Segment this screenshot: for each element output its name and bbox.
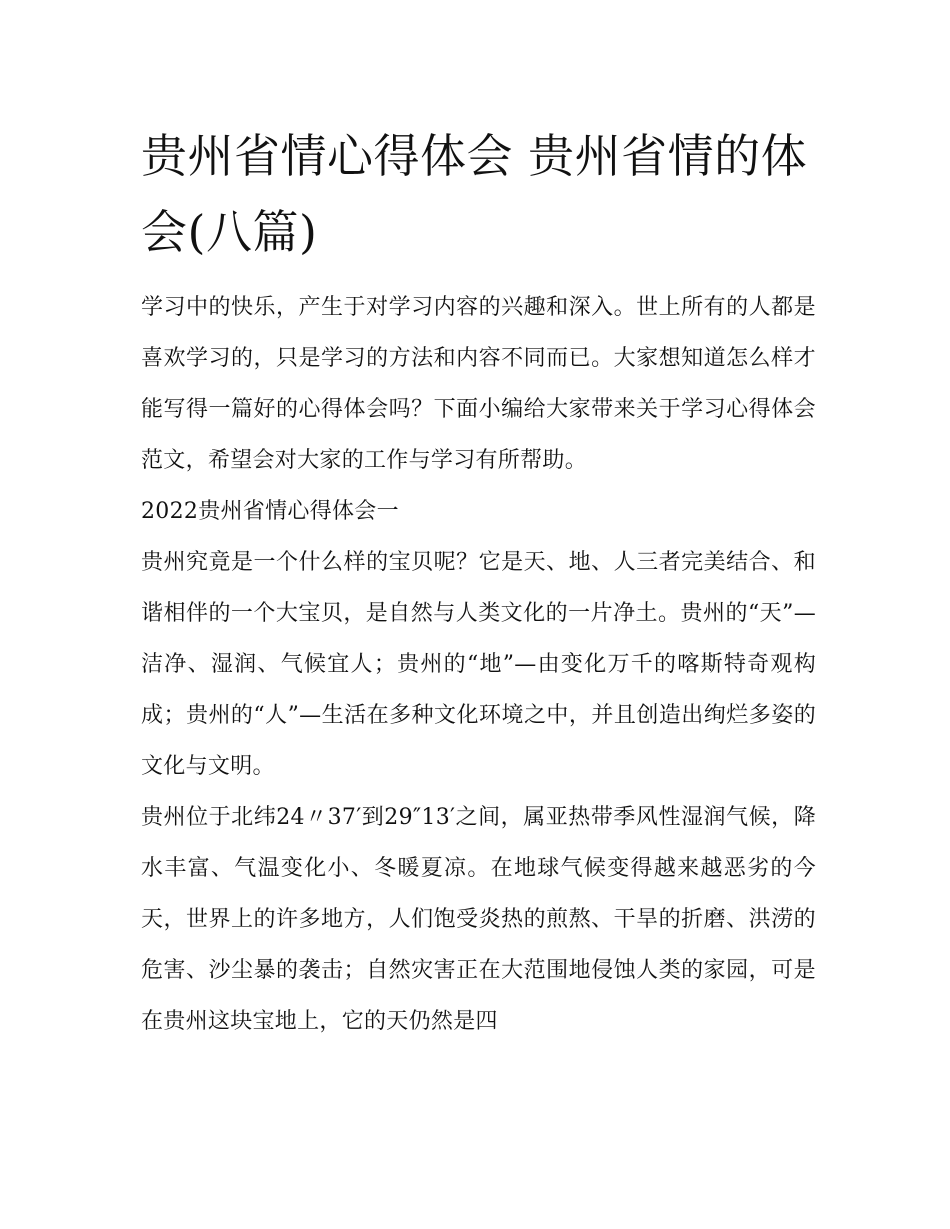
document-title: 贵州省情心得体会 贵州省情的体会(八篇) bbox=[141, 129, 808, 259]
document-body bbox=[141, 118, 816, 1047]
body-paragraph: 贵州位于北纬24〃37′到29″13′之间，属亚热带季风性湿润气候，降水丰富、气温变化小、冬暖夏凉。在地球气候变得越来越恶劣的今天，世界上的许多地方，人们饱受炎热的煎熬、干旱的折磨、洪涝的危害、沙尘暴的袭击；自然灾害正在大范围地侵蚀人类的家园，可是在贵州这块宝地上，它的天仍然是四 bbox=[141, 805, 816, 1034]
body-paragraph: 贵州究竟是一个什么样的宝贝呢？它是天、地、人三者完美结合、和谐相伴的一个大宝贝，是自然与人类文化的一片净土。贵州的“天”—洁净、湿润、气候宜人；贵州的“地”—由变化万千的喀斯特奇观构成；贵州的“人”—生活在多种文化环境之中，并且创造出绚烂多姿的文化与文明。 bbox=[141, 550, 816, 779]
intro-paragraph: 学习中的快乐，产生于对学习内容的兴趣和深入。世上所有的人都是喜欢学习的，只是学习的方法和内容不同而已。大家想知道怎么样才能写得一篇好的心得体会吗？下面小编给大家带来关于学习心得体会范文，希望会对大家的工作与学习有所帮助。 bbox=[141, 295, 816, 473]
section-heading: 2022贵州省情心得体会一 bbox=[141, 499, 399, 524]
